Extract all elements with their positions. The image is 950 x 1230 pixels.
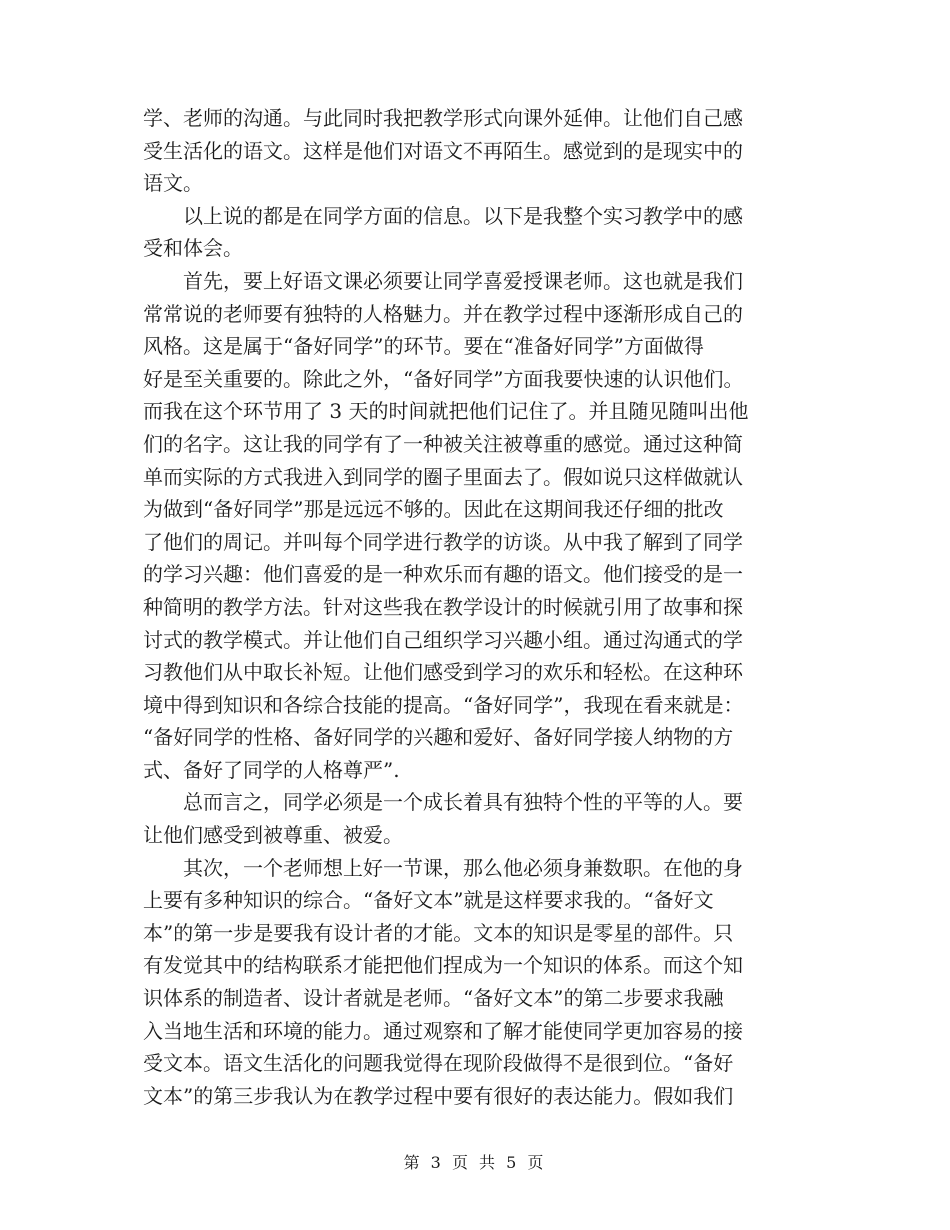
text-line: 有发觉其中的结构联系才能把他们捏成为一个知识的体系。而这个知 bbox=[143, 953, 743, 978]
text-line: 单而实际的方式我进入到同学的圈子里面去了。假如说只这样做就认 bbox=[143, 464, 743, 489]
text-line: 的学习兴趣：他们喜爱的是一种欢乐而有趣的语文。他们接受的是一 bbox=[143, 562, 743, 587]
text-line: 受文本。语文生活化的问题我觉得在现阶段做得不是很到位。“备好 bbox=[143, 1051, 734, 1076]
body-text bbox=[143, 102, 798, 1112]
text-line: 受生活化的语文。这样是他们对语文不再陌生。感觉到的是现实中的 bbox=[143, 138, 743, 163]
text-line: 讨式的教学模式。并让他们自己组织学习兴趣小组。通过沟通式的学 bbox=[143, 627, 743, 652]
text-line: 种简明的教学方法。针对这些我在教学设计的时候就引用了故事和探 bbox=[143, 594, 743, 619]
text-line: 风格。这是属于“备好同学”的环节。要在“准备好同学”方面做得 bbox=[143, 334, 704, 359]
page-number-footer: 第 3 页 共 5 页 bbox=[403, 1153, 547, 1172]
text-line: 总而言之，同学必须是一个成长着具有独特个性的平等的人。要 bbox=[143, 790, 743, 815]
text-line: 识体系的制造者、设计者就是老师。“备好文本”的第二步要求我融 bbox=[143, 986, 724, 1011]
text-line: 式、备好了同学的人格尊严”. bbox=[143, 757, 400, 782]
text-line: 境中得到知识和各综合技能的提高。“备好同学”，我现在看来就是： bbox=[143, 692, 744, 717]
text-line: 本”的第一步是要我有设计者的才能。文本的知识是零星的部件。只 bbox=[143, 920, 734, 945]
text-line: 语文。 bbox=[143, 171, 203, 196]
text-line: 以上说的都是在同学方面的信息。以下是我整个实习教学中的感 bbox=[143, 203, 743, 228]
text-line: 为做到“备好同学”那是远远不够的。因此在这期间我还仔细的批改 bbox=[143, 497, 724, 522]
text-line: 常常说的老师要有独特的人格魅力。并在教学过程中逐渐形成自己的 bbox=[143, 301, 743, 326]
text-line: 们的名字。这让我的同学有了一种被关注被尊重的感觉。通过这种简 bbox=[143, 431, 743, 456]
text-line: 好是至关重要的。除此之外，“备好同学”方面我要快速的认识他们。 bbox=[143, 366, 744, 391]
text-line: 学、老师的沟通。与此同时我把教学形式向课外延伸。让他们自己感 bbox=[143, 106, 743, 130]
text-line: 入当地生活和环境的能力。通过观察和了解才能使同学更加容易的接 bbox=[143, 1018, 743, 1043]
text-line: 上要有多种知识的综合。“备好文本”就是这样要求我的。“备好文 bbox=[143, 888, 714, 913]
text-line: 文本”的第三步我认为在教学过程中要有很好的表达能力。假如我们 bbox=[143, 1083, 734, 1108]
text-line: 了他们的周记。并叫每个同学进行教学的访谈。从中我了解到了同学 bbox=[143, 529, 743, 554]
text-line: 受和体会。 bbox=[143, 236, 243, 261]
text-line: 让他们感受到被尊重、被爱。 bbox=[143, 823, 403, 848]
text-line: 其次，一个老师想上好一节课，那么他必须身兼数职。在他的身 bbox=[143, 855, 743, 880]
text-line: 而我在这个环节用了 3 天的时间就把他们记住了。并且随见随叫出他 bbox=[143, 399, 749, 424]
text-line: 首先，要上好语文课必须要让同学喜爱授课老师。这也就是我们 bbox=[143, 268, 743, 293]
text-line: 习教他们从中取长补短。让他们感受到学习的欢乐和轻松。在这种环 bbox=[143, 660, 743, 685]
text-line: “备好同学的性格、备好同学的兴趣和爱好、备好同学接人纳物的方 bbox=[143, 725, 734, 750]
